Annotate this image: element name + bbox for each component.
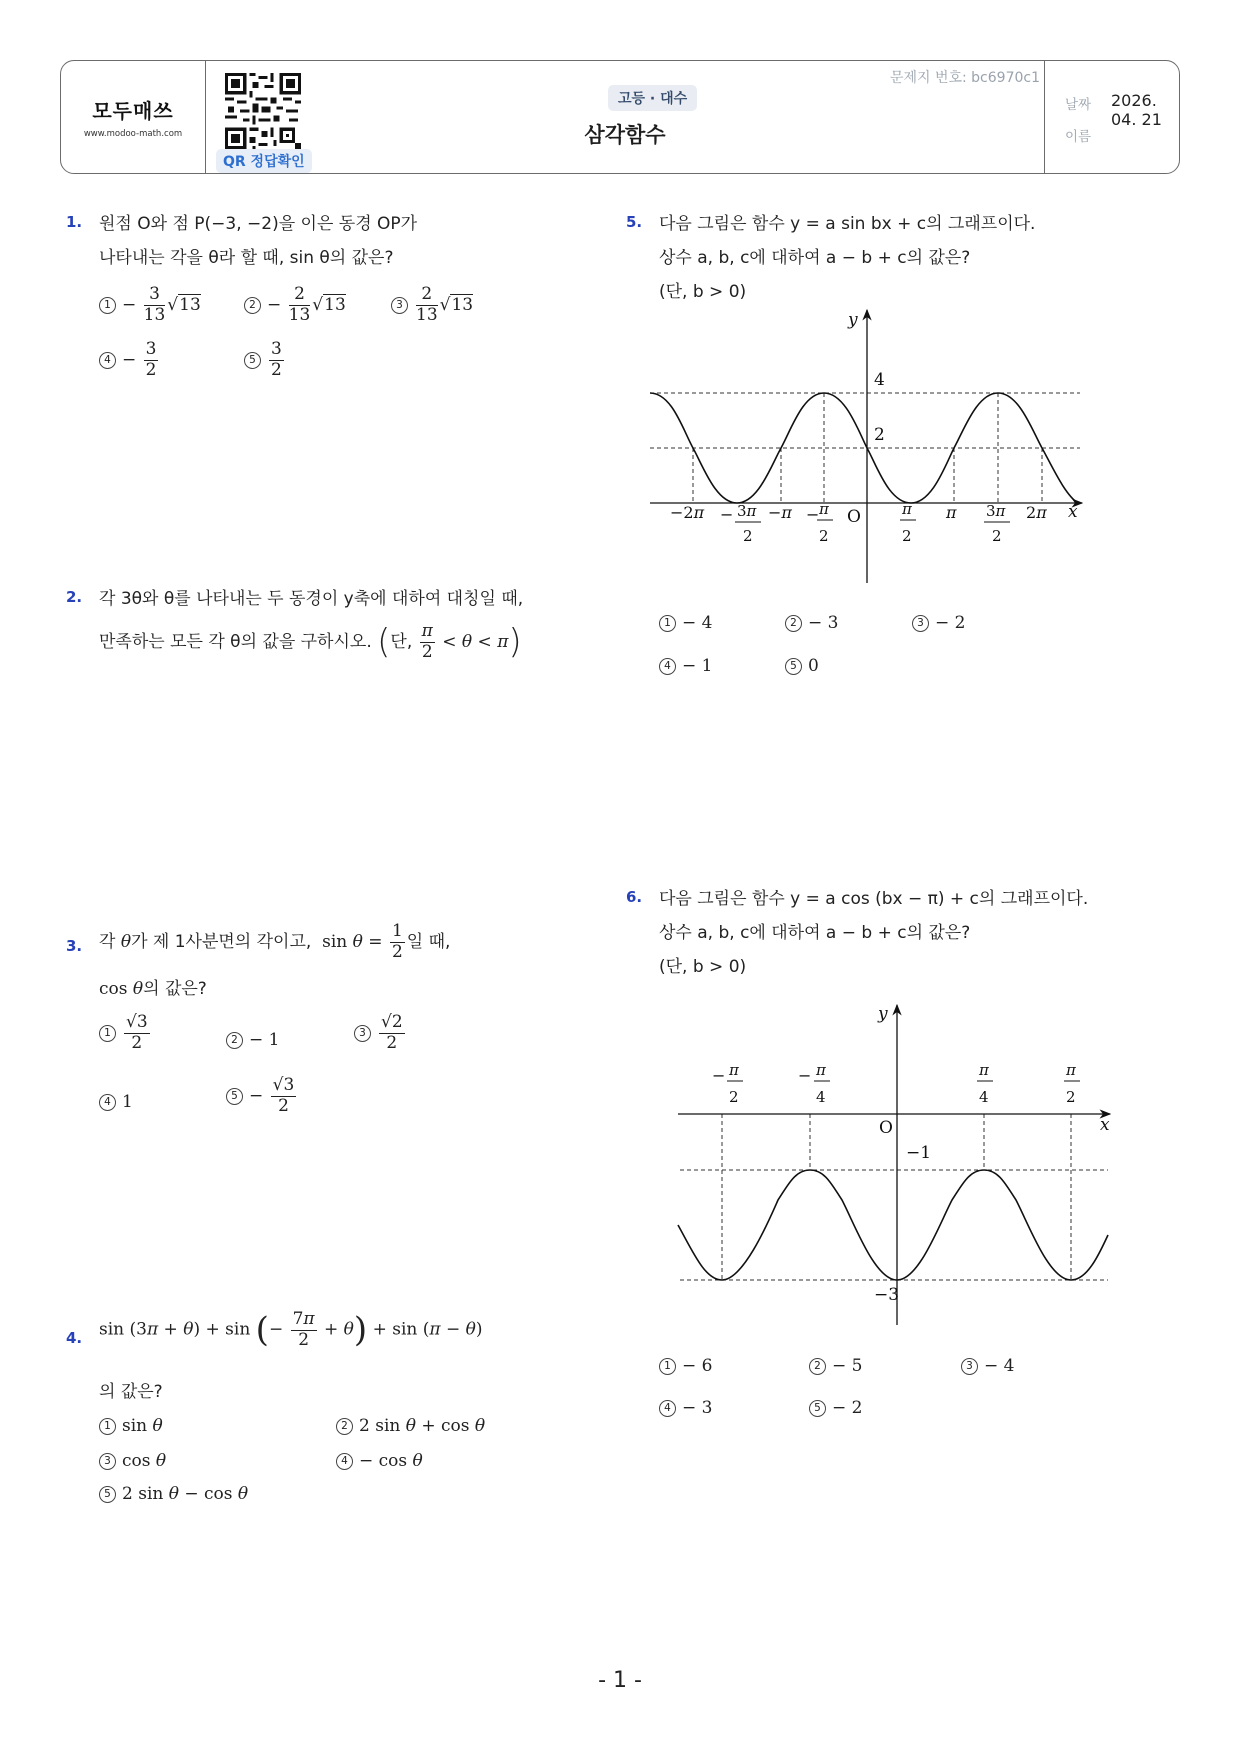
choice-mark: 5 — [99, 1486, 116, 1503]
problem-number: 3. — [66, 937, 83, 955]
choice-5[interactable] — [809, 1398, 862, 1418]
x-axis-label: x — [1100, 1115, 1110, 1135]
choice-mark: 1 — [99, 297, 116, 314]
problem-text-line: 원점 O와 점 P(−3, −2)을 이은 동경 OP가 — [99, 214, 418, 234]
svg-text:π: π — [979, 1061, 989, 1079]
choice-5[interactable]: 5 2 sin θ − cos θ — [99, 1484, 248, 1504]
choice-text: − 1 — [682, 656, 713, 676]
choice-5[interactable]: 5 $\frac{3}{2}$ — [244, 340, 286, 380]
svg-text:4: 4 — [979, 1088, 989, 1106]
choice-text: − 3 — [808, 613, 839, 633]
choice-2[interactable]: 2 2 sin θ + cos θ — [336, 1416, 485, 1436]
choice-mark: 5 — [226, 1088, 243, 1105]
date-label: 날짜 — [1065, 97, 1092, 113]
choice-text: − 6 — [682, 1356, 713, 1376]
choice-1[interactable] — [659, 1356, 712, 1376]
problem-number: 1. — [66, 213, 83, 231]
svg-text:−2π: −2π — [670, 503, 705, 522]
problem-number: 5. — [626, 213, 643, 231]
svg-text:2: 2 — [1066, 1088, 1076, 1106]
choice-mark: 5 — [809, 1400, 826, 1417]
svg-text:π: π — [946, 503, 957, 522]
choice-mark: 3 — [354, 1025, 371, 1042]
y-tick-label: 2 — [874, 425, 885, 445]
problem-number: 6. — [626, 888, 643, 906]
problem-text-line: 다음 그림은 함수 y = a cos (bx − π) + c의 그래프이다. — [659, 889, 1089, 909]
choice-text: − 5 — [832, 1356, 863, 1376]
page-title: 삼각함수 — [584, 123, 666, 147]
y-axis-label: y — [848, 310, 858, 330]
problem-text-line: sin (3π + θ) + sin (− $\frac{7\pi}{2}$ + θ) + sin (π − θ) — [99, 1309, 483, 1351]
choice-5[interactable]: 5 − $\frac{√3}{2}$ — [226, 1076, 298, 1116]
choice-3[interactable]: 3 cos θ — [99, 1451, 166, 1471]
choice-mark: 1 — [659, 615, 676, 632]
choice-4[interactable]: 4 1 — [99, 1092, 133, 1112]
qr-answer-check-badge[interactable]: QR 정답확인 — [216, 149, 312, 173]
svg-text:3π: 3π — [986, 502, 1006, 520]
choice-3[interactable]: 3 $\frac{2}{13}$ √13 — [391, 285, 473, 325]
choice-2[interactable]: 2 − $\frac{2}{13}$ √13 — [244, 285, 346, 325]
problem-text-line: 나타내는 각을 θ라 할 때, sin θ의 값은? — [99, 248, 394, 268]
choice-1[interactable]: 1 − $\frac{3}{13}$ √13 — [99, 285, 201, 325]
choice-1[interactable] — [659, 613, 712, 633]
choice-4[interactable]: 4 − cos θ — [336, 1451, 423, 1471]
svg-text:−π: −π — [768, 503, 792, 522]
choice-text: − 2 — [832, 1398, 863, 1418]
svg-text:−: − — [712, 1066, 726, 1085]
y-axis-label: y — [878, 1004, 888, 1024]
choice-mark: 1 — [659, 1358, 676, 1375]
date-value: 2026. 04. 21 — [1111, 91, 1162, 129]
problem-number: 2. — [66, 588, 83, 606]
svg-text:π: π — [729, 1061, 739, 1079]
problem-text-line: 만족하는 모든 각 θ의 값을 구하시오. (단, $\frac{\pi}{2}$ < θ < π) — [99, 621, 522, 663]
svg-text:π: π — [816, 1061, 826, 1079]
y-tick-label: −1 — [906, 1143, 932, 1163]
page-number: - 1 - — [598, 1668, 642, 1693]
name-label: 이름 — [1065, 129, 1092, 145]
sheet-number: 문제지 번호: bc6970c1 — [889, 70, 1040, 86]
choice-mark: 5 — [785, 658, 802, 675]
x-axis-label: x — [1068, 502, 1078, 522]
category-badge: 고등 · 대수 — [608, 85, 697, 111]
svg-text:2: 2 — [743, 527, 753, 545]
svg-text:π: π — [819, 500, 829, 518]
choice-text: − 2 — [935, 613, 966, 633]
choice-text: − 4 — [682, 613, 713, 633]
choice-mark: 3 — [99, 1453, 116, 1470]
choice-mark: 1 — [99, 1418, 116, 1435]
svg-text:2: 2 — [992, 527, 1002, 545]
choice-mark: 1 — [99, 1025, 116, 1042]
worksheet-header — [60, 60, 1180, 174]
choice-mark: 2 — [785, 615, 802, 632]
svg-text:2: 2 — [729, 1088, 739, 1106]
origin-label: O — [847, 507, 861, 527]
choice-4[interactable] — [659, 656, 712, 676]
problem-text-line: cos θ의 값은? — [99, 979, 207, 999]
choice-3[interactable] — [961, 1356, 1014, 1376]
choice-3[interactable] — [912, 613, 965, 633]
svg-text:3π: 3π — [737, 502, 757, 520]
choice-mark: 2 — [244, 297, 261, 314]
choice-mark: 4 — [659, 1400, 676, 1417]
svg-text:−: − — [806, 505, 820, 524]
problem-text-line: (단, b > 0) — [659, 282, 747, 302]
choice-mark: 3 — [391, 297, 408, 314]
svg-text:2: 2 — [902, 527, 912, 545]
brand-cell — [61, 61, 206, 173]
choice-5[interactable] — [785, 656, 819, 676]
choice-mark: 5 — [244, 352, 261, 369]
svg-text:2π: 2π — [1026, 503, 1047, 522]
choice-mark: 3 — [961, 1358, 978, 1375]
choice-mark: 4 — [336, 1453, 353, 1470]
brand-logo: 모두매쓰 — [92, 99, 174, 123]
title-cell — [206, 61, 1044, 173]
choice-2[interactable]: 2 − 1 — [226, 1030, 279, 1050]
choice-mark: 4 — [99, 352, 116, 369]
choice-4[interactable]: 4 − $\frac{3}{2}$ — [99, 340, 160, 380]
sine-graph — [640, 300, 1090, 590]
info-cell — [1044, 61, 1179, 173]
choice-text: − 3 — [682, 1398, 713, 1418]
choice-mark: 2 — [336, 1418, 353, 1435]
problem-text-line: 각 3θ와 θ를 나타내는 두 동경이 y축에 대하여 대칭일 때, — [99, 589, 524, 609]
choice-4[interactable] — [659, 1398, 712, 1418]
svg-text:π: π — [1066, 1061, 1076, 1079]
choice-mark: 3 — [912, 615, 929, 632]
svg-text:−: − — [720, 505, 734, 524]
svg-text:−: − — [798, 1066, 812, 1085]
origin-label: O — [879, 1118, 893, 1138]
choice-3[interactable]: 3 $\frac{√2}{2}$ — [354, 1013, 407, 1053]
y-tick-label: 4 — [874, 370, 885, 390]
problem-text-line: 의 값은? — [99, 1382, 163, 1402]
choice-mark: 2 — [809, 1358, 826, 1375]
svg-text:2: 2 — [819, 527, 829, 545]
problem-text-line: 다음 그림은 함수 y = a sin bx + c의 그래프이다. — [659, 214, 1036, 234]
problem-text-line: 상수 a, b, c에 대하여 a − b + c의 값은? — [659, 248, 971, 268]
choice-text: − 4 — [984, 1356, 1015, 1376]
choice-2[interactable] — [785, 613, 838, 633]
y-tick-label: −3 — [874, 1285, 900, 1305]
choice-mark: 2 — [226, 1032, 243, 1049]
svg-text:4: 4 — [816, 1088, 826, 1106]
problem-text-line: 각 θ가 제 1사분면의 각이고, sin θ = $\frac{1}{2}$ 일 때, — [99, 921, 451, 962]
problem-text: 만족하는 모든 각 θ의 값을 구하시오. — [99, 632, 372, 653]
problem-text-line: 상수 a, b, c에 대하여 a − b + c의 값은? — [659, 923, 971, 943]
choice-1[interactable]: 1 $\frac{√3}{2}$ — [99, 1013, 152, 1053]
problem-number: 4. — [66, 1329, 83, 1347]
choice-2[interactable] — [809, 1356, 862, 1376]
choice-mark: 4 — [659, 658, 676, 675]
choice-1[interactable]: 1 sin θ — [99, 1416, 163, 1436]
choice-text: 0 — [808, 656, 819, 676]
svg-text:π: π — [902, 500, 912, 518]
problem-text-line: (단, b > 0) — [659, 957, 747, 977]
brand-url: www.modoo-math.com — [83, 129, 183, 139]
choice-mark: 4 — [99, 1094, 116, 1111]
cosine-graph — [670, 990, 1120, 1330]
